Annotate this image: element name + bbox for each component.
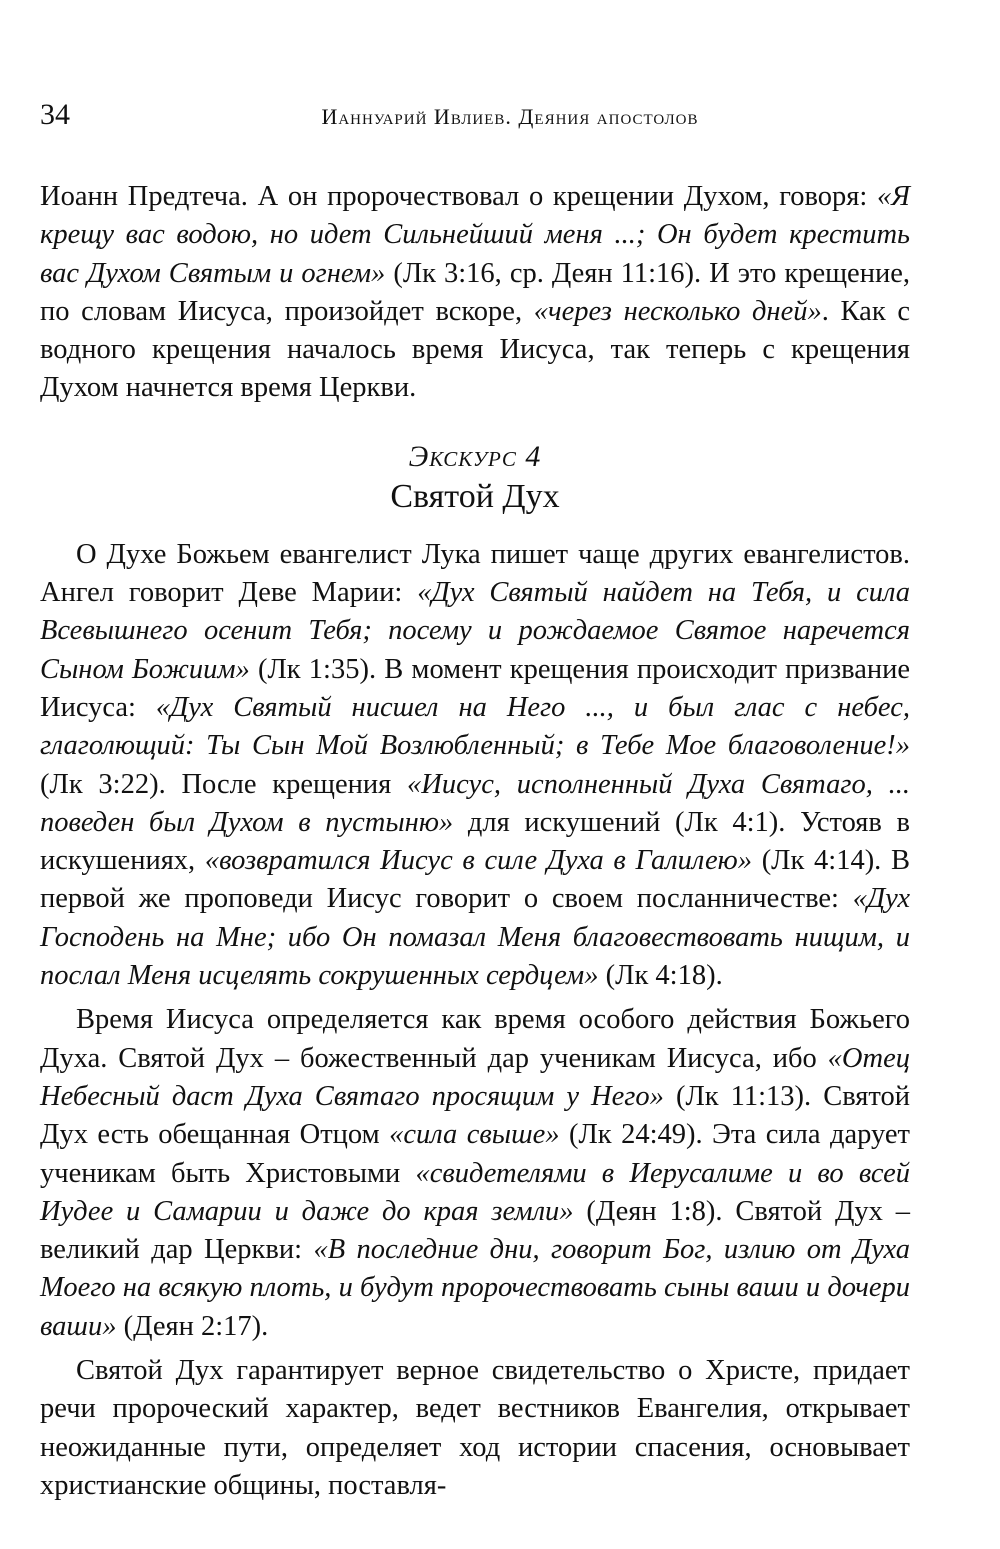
page-header (40, 98, 910, 138)
scripture-quote: «свидетелями в Иерусалиме и во всей Иудее и Самарии и даже до края земли» (40, 1157, 910, 1227)
text-run: . Как с водного крещения началось время Иисуса, так теперь с крещения Духом начнется время Церкви. (40, 295, 911, 404)
text-run: (Лк 3:22). После крещения (40, 768, 408, 800)
text-run: (Лк 11:13). Святой Дух есть обещанная Отцом (40, 1080, 910, 1151)
text-run: Иоанн Предтеча. А он пророчествовал о крещении Духом, говоря: (40, 181, 878, 212)
text-run: (Лк 4:18). (598, 960, 723, 992)
paragraph-continuation (40, 178, 910, 408)
text-run: для искушений (Лк 4:1). Устояв в искушениях, (40, 806, 910, 877)
excursus-title: Святой Дух (390, 477, 560, 515)
text-run: (Лк 24:49). Эта сила дарует ученикам быть Христовыми (40, 1119, 910, 1189)
text-run: Время Иисуса определяется как время особого действия Божьего Духа. Святой Дух – божественный дар ученикам Иисуса, ибо (40, 1004, 910, 1074)
text-run: (Деян 2:17). (116, 1310, 269, 1342)
text-run: (Лк 4:14). В первой же проповеди Иисус говорит о своем посланничестве: (40, 845, 910, 915)
running-head: Ианнуарий Ивлиев. Деяния апостолов (321, 104, 699, 129)
scripture-quote: «через несколько дней» (533, 295, 822, 327)
scripture-quote: «Иисус, исполненный Духа Святаго, ... поведен был Духом в пустыню» (40, 768, 910, 838)
text-run: (Лк 3:16, ср. Деян 11:16). И это крещение, по словам Иисуса, произойдет вскоре, (40, 257, 910, 327)
page-body (40, 178, 910, 1505)
paragraph (40, 1001, 910, 1346)
paragraph (40, 1352, 910, 1505)
scripture-quote: «Я крещу вас водою, но идет Сильнейший меня ...; Он будет крестить вас Духом Святым и огнем» (40, 181, 910, 289)
page-number: 34 (40, 98, 70, 131)
text-run: Святой Дух гарантирует верное свидетельство о Христе, придает речи пророческий характер, ведет вестников Евангелия, открывает неожиданные пути, определяет ход истории спасения, основывает христианские общины, поставля- (40, 1355, 910, 1501)
text-run: (Деян 1:8). Святой Дух – великий дар Церкви: (40, 1195, 910, 1266)
excursus-label: Экскурс 4 (408, 439, 542, 473)
scripture-quote: «возвратился Иисус в силе Духа в Галилею» (204, 845, 753, 877)
scripture-quote: «Дух Господень на Мне; ибо Он помазал Меня благовествовать нищим, и послал Меня исцелять сокрушенных сердцем» (40, 883, 910, 992)
excursus-heading (40, 438, 910, 518)
text-run: О Духе Божьем евангелист Лука пишет чаще других евангелистов. Ангел говорит Деве Марии: (40, 538, 910, 609)
scripture-quote: «сила свыше» (389, 1119, 560, 1151)
scripture-quote: «Дух Святый найдет на Тебя, и сила Всевышнего осенит Тебя; посему и рождаемое Святое наречется Сыном Божиим» (40, 577, 910, 685)
scripture-quote: «Отец Небесный даст Духа Святаго просящим у Него» (40, 1042, 910, 1112)
text-run: (Лк 1:35). В момент крещения происходит призвание Иисуса: (40, 653, 910, 723)
scripture-quote: «В последние дни, говорит Бог, излию от Духа Моего на всякую плоть, и будут пророчествовать сыны ваши и дочери ваши» (40, 1234, 911, 1342)
paragraph (40, 536, 910, 996)
scripture-quote: «Дух Святый нисшел на Него ..., и был глас с небес, глаголющий: Ты Сын Мой Возлюбленный; в Тебе Мое благоволение!» (40, 691, 910, 762)
